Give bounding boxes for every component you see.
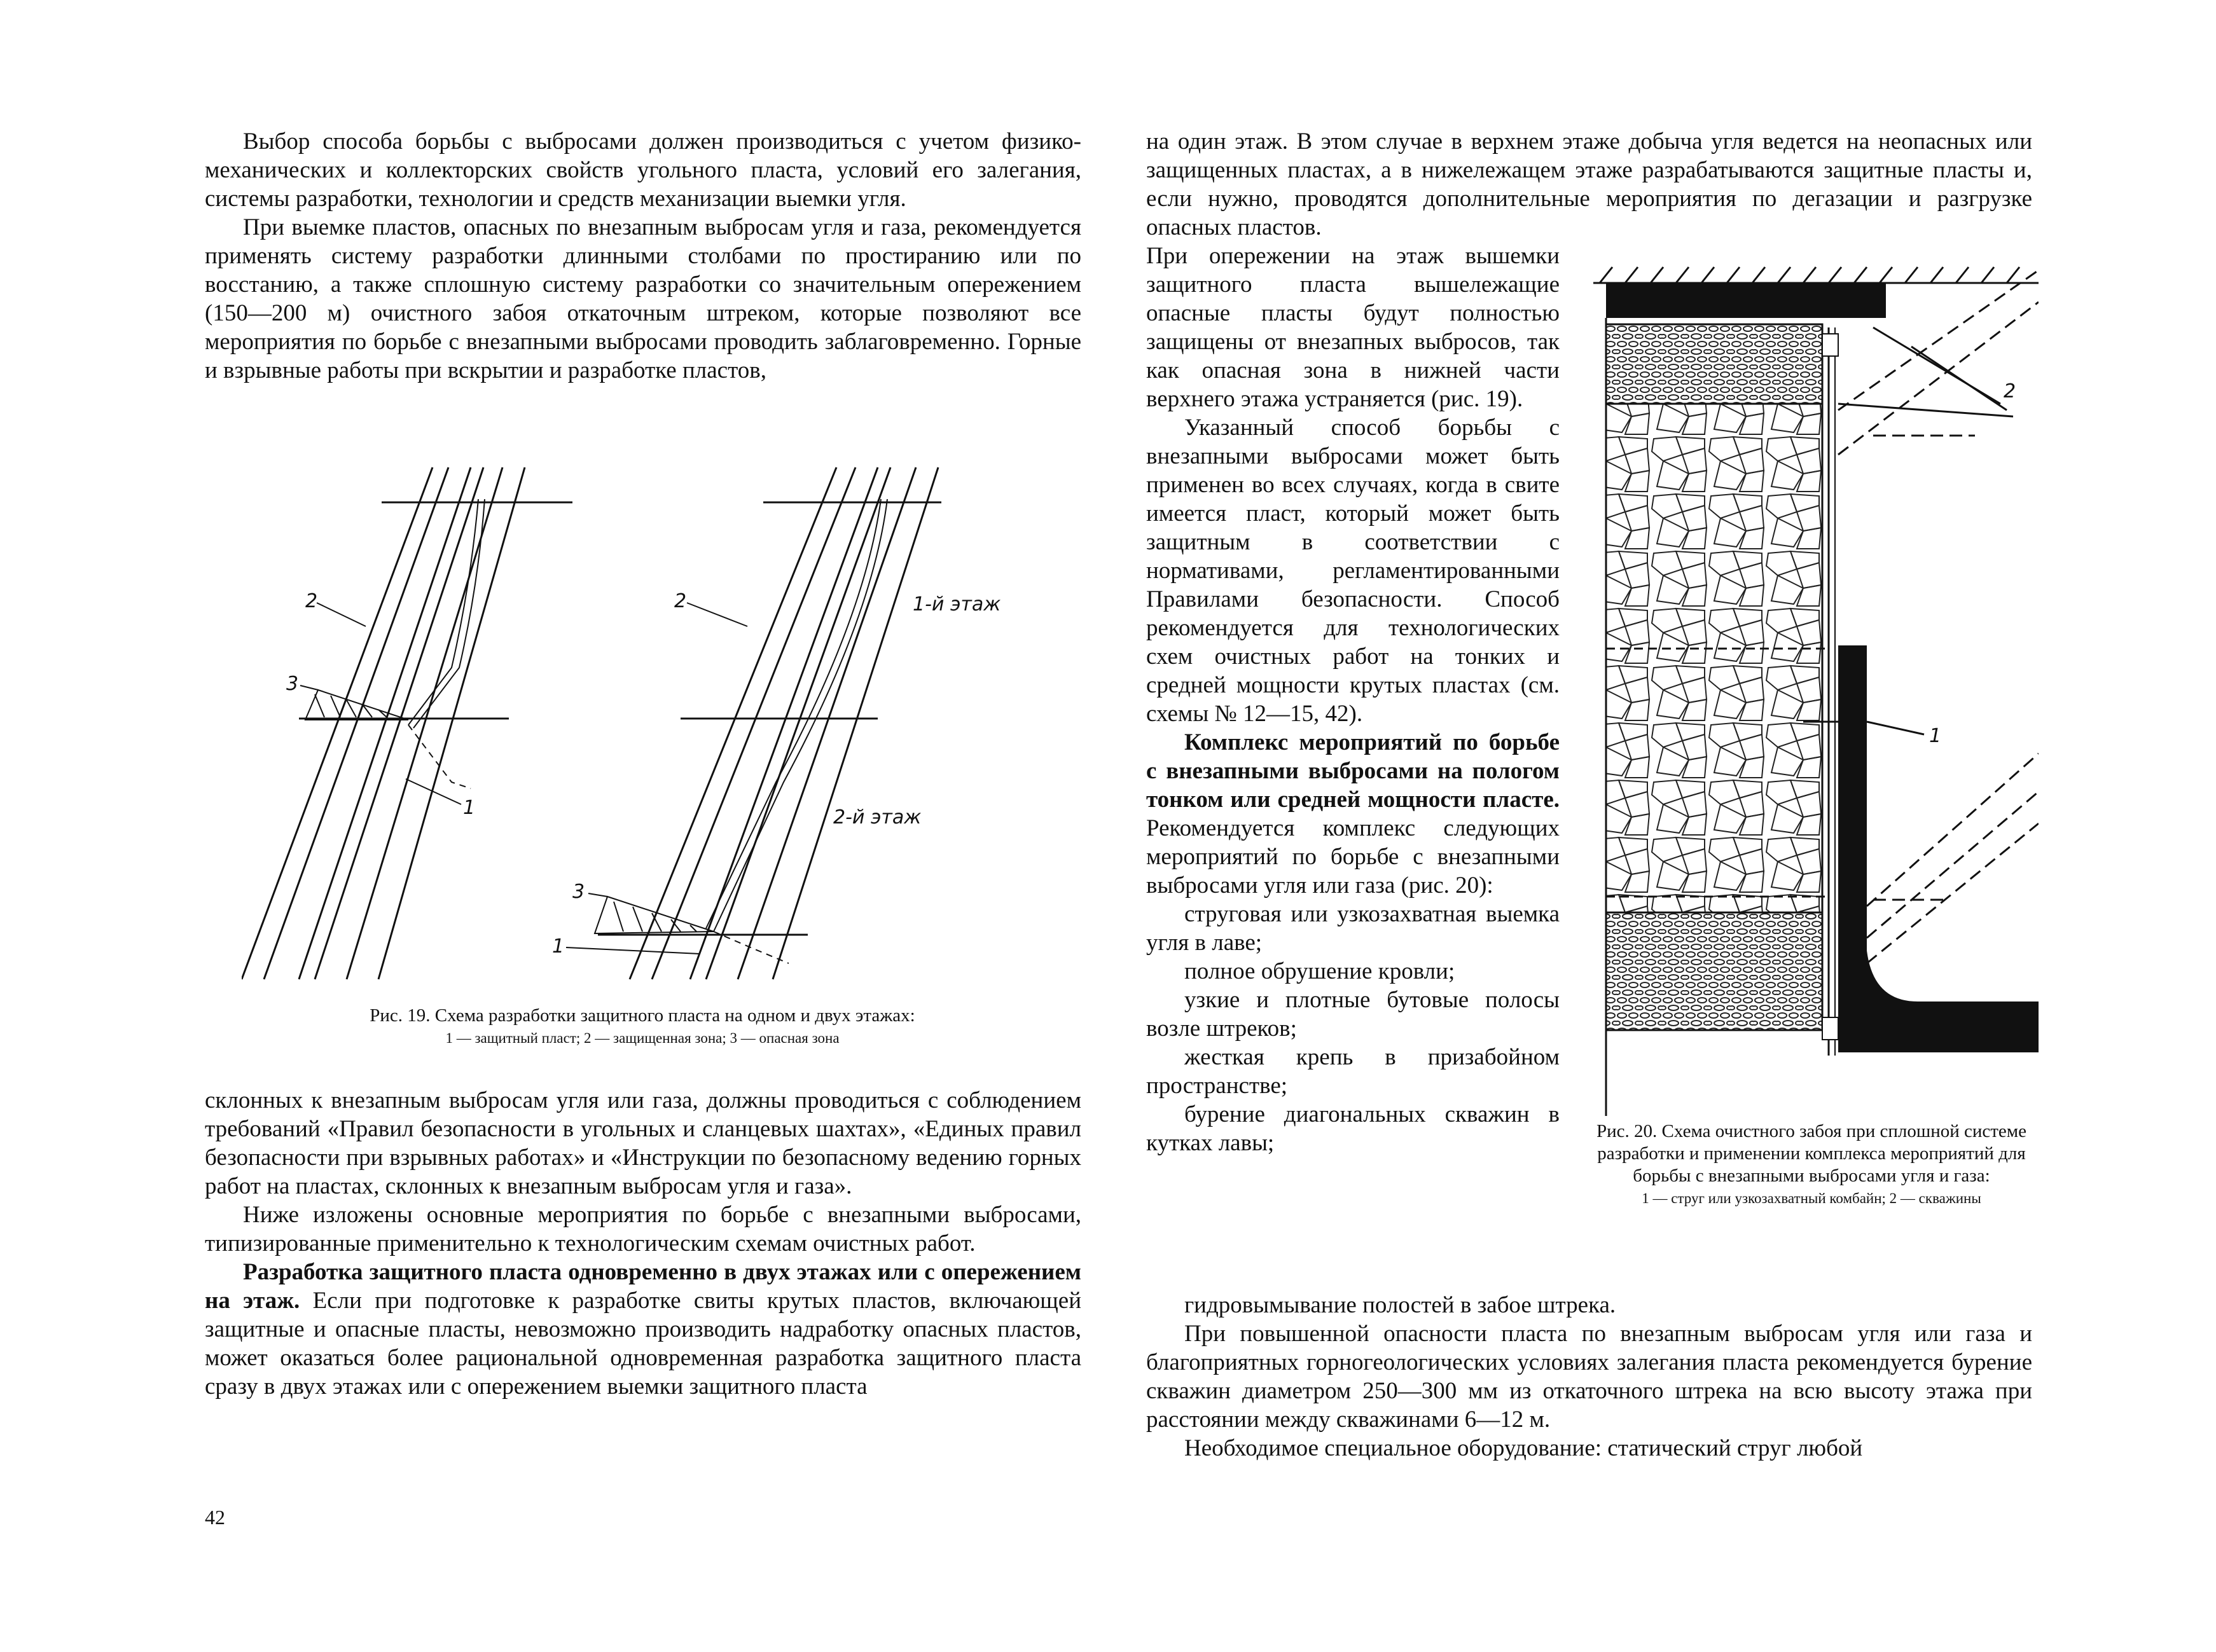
floor-label: 1-й этаж — [913, 593, 1001, 616]
figure-label: 1 — [552, 935, 565, 958]
paragraph: Выбор способа борьбы с выбросами должен производиться с учетом физико-механических и коллекторских свойств угольного пласта, условий его залегания, системы разработки, технологии и средств механизации выемки угля. — [205, 128, 1081, 212]
paragraph-text: Если при подготовке к разработке свиты крутых пластов, включающей защитные и опасные пласты, невозможно производить надработку опасных пластов, может оказаться более рациональной одновременная разработка защитного пласта сразу в двух этажах или с опережением выемки защитного пласта — [205, 1288, 1082, 1400]
figure-20 — [1593, 264, 2039, 1116]
paragraph-text: Рекомендуется комплекс следующих мероприятий по борьбе с внезапными выбросами угля или газа (рис. 20): — [1146, 815, 1560, 898]
paragraph: При опережении на этаж вышемки защитного пласта вышележащие опасные пласты будут полностью защищены от внезапных выбросов, так как опасная зона в нижней части верхнего этажа устраняется (рис. 19). — [1146, 243, 1560, 412]
left-bottom-text — [205, 1086, 1081, 1401]
paragraph: склонных к внезапным выбросам угля или газа, должны проводиться с соблюдением требований «Правил безопасности в угольных и сланцевых шахтах», «Единых правил безопасности при взрывных работах» и «Инструкции по безопасному ведению горных работ на пластах, склонных к внезапным выбросам угля и газа». — [205, 1087, 1081, 1199]
paragraph: на один этаж. В этом случае в верхнем этаже добыча угля ведется на неопасных или защищенных пластах, а в нижележащем этаже разрабатываются защитные пласты и, если нужно, проводятся дополнительные мероприятия по дегазации и разгрузке опасных пластов. — [1146, 128, 2032, 240]
right-bottom-text — [1146, 1291, 2032, 1463]
bold-heading: Разработка защитного пласта одновременно в двух этажах или с опережением на этаж. — [205, 1259, 1081, 1314]
figure-19-caption — [242, 1005, 1043, 1049]
list-item: жесткая крепь в призабойном пространстве; — [1146, 1044, 1560, 1099]
left-top-text — [205, 127, 1081, 385]
caption-text: Рис. 19. Схема разработки защитного пласта на одном и двух этажах: — [370, 1005, 915, 1026]
figure-label: 2 — [2004, 380, 2016, 403]
list-item: полное обрушение кровли; — [1184, 958, 1455, 984]
list-item: струговая или узкозахватная выемка угля в лаве; — [1146, 901, 1560, 956]
paragraph — [1146, 728, 1560, 900]
paragraph: Указанный способ борьбы с внезапными выбросами может быть применен во всех случаях, когда в свите имеется пласт, который может быть защитным в соответствии с нормативами, регламентированными Правилами безопасности. Способ рекомендуется для технологических схем очистных работ на тонких и средней мощности крутых пластах (см. схемы № 12—15, 42). — [1146, 415, 1560, 727]
page-number: 42 — [205, 1506, 225, 1529]
paragraph: Ниже изложены основные мероприятия по борьбе с внезапными выбросами, типизированные применительно к технологическим схемам очистных работ. — [205, 1202, 1081, 1256]
paragraph: Необходимое специальное оборудование: статический струг любой — [1184, 1435, 1863, 1461]
list-item: бурение диагональных скважин в кутках лавы; — [1146, 1101, 1560, 1156]
figure-label: 3 — [572, 881, 585, 903]
floor-label: 2-й этаж — [833, 806, 922, 829]
caption-legend: 1 — струг или узкозахватный комбайн; 2 — скважины — [1642, 1190, 1981, 1206]
list-item: гидровымывание полостей в забое штрека. — [1184, 1292, 1616, 1318]
right-top-text — [1146, 127, 2032, 242]
right-narrow-text — [1146, 242, 1560, 1157]
paragraph: При повышенной опасности пласта по внезапным выбросам угля или газа и благоприятных горногеологических условиях залегания пласта рекомендуется бурение скважин диаметром 250—300 мм из откаточного штрека на всю высоту этажа при расстоянии между скважинами 6—12 м. — [1146, 1321, 2032, 1433]
caption-legend: 1 — защитный пласт; 2 — защищенная зона; 3 — опасная зона — [445, 1030, 840, 1046]
figure-label: 3 — [286, 673, 299, 695]
list-item: узкие и плотные бутовые полосы возле штреков; — [1146, 987, 1560, 1042]
caption-text: Рис. 20. Схема очистного забоя при сплошной системе разработки и применении комплекса мероприятий для борьбы с внезапными выбросами угля и газа: — [1596, 1121, 2027, 1186]
figure-label: 2 — [674, 590, 687, 612]
figure-label: 1 — [463, 797, 476, 819]
paragraph — [205, 1258, 1081, 1401]
bold-heading: Комплекс мероприятий по борьбе с внезапными выбросами на пологом тонком или средней мощности пласте. — [1146, 729, 1560, 813]
figure-19 — [242, 458, 1043, 998]
figure-label: 1 — [1929, 725, 1942, 747]
paragraph: При выемке пластов, опасных по внезапным выбросам угля и газа, рекомендуется применять систему разработки длинными столбами по простиранию или по восстанию, а также сплошную систему разработки со значительным опережением (150—200 м) очистного забоя откаточным штреком, которые позволяют все мероприятия по борьбе с внезапными выбросами проводить заблаговременно. Горные и взрывные работы при вскрытии и разработке пластов, — [205, 214, 1081, 383]
figure-20-caption — [1582, 1120, 2040, 1209]
figure-label: 2 — [305, 590, 318, 612]
